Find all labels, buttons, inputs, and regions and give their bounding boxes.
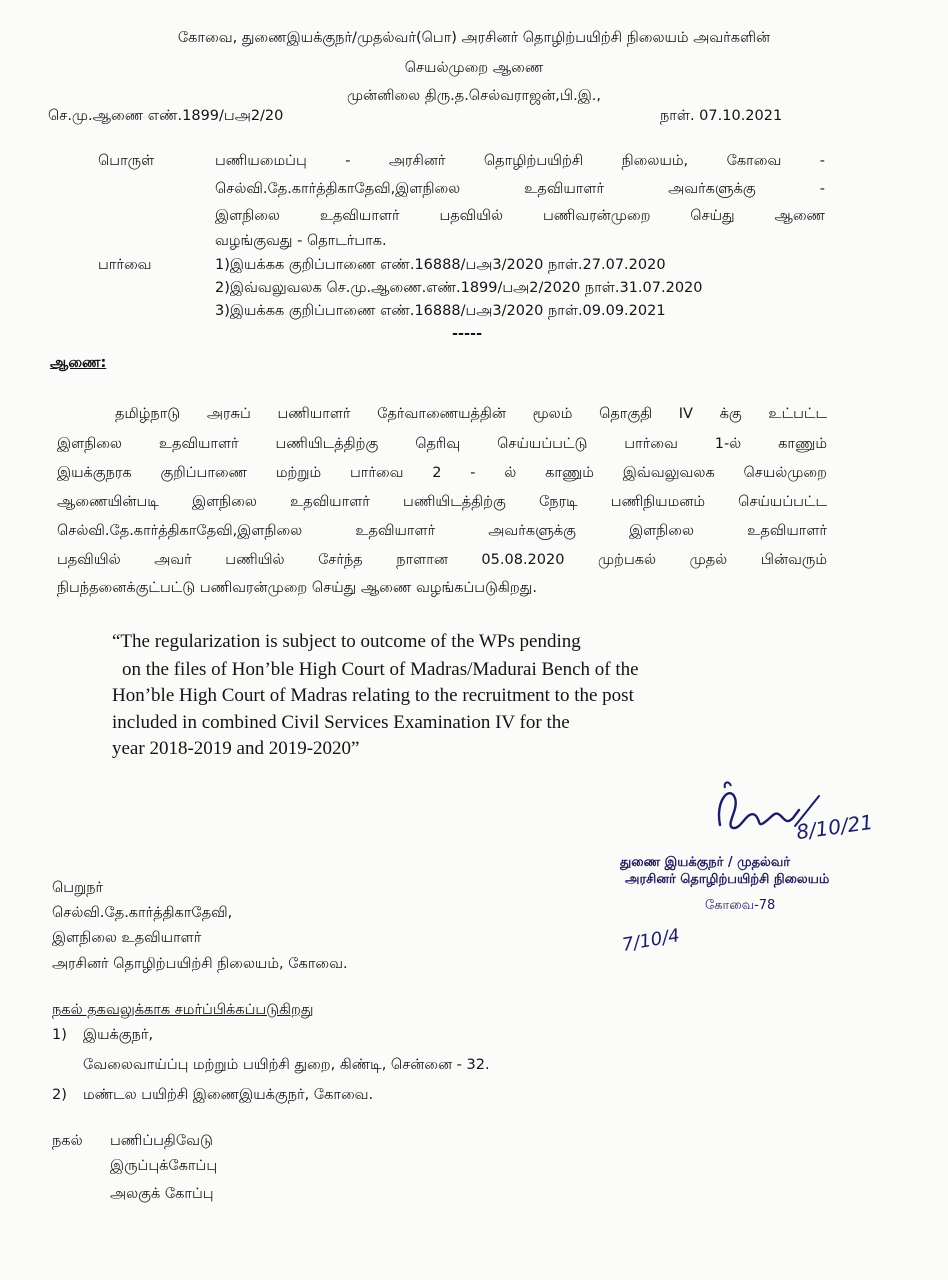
recipient-line: செல்வி.தே.கார்த்திகாதேவி,: [52, 905, 233, 921]
initials-date: 7/10/4: [620, 925, 682, 956]
reference-label: பார்வை: [98, 257, 152, 273]
order-line: செல்வி.தே.கார்த்திகாதேவி,இளநிலை உதவியாளர் அவர்களுக்கு இளநிலை உதவியாளர்: [57, 523, 827, 539]
order-line: இயக்குநரக குறிப்பாணை மற்றும் பார்வை 2 - ல் காணும் இவ்வலுவலக செயல்முறை: [57, 465, 827, 481]
order-date: நாள். 07.10.2021: [660, 108, 783, 124]
header-line-2: செயல்முறை ஆணை: [404, 60, 544, 76]
copy-label: நகல்: [52, 1133, 83, 1149]
order-number: செ.மு.ஆணை எண்.1899/பஅ2/20: [48, 108, 284, 124]
quote-line: year 2018-2019 and 2019-2020”: [112, 738, 360, 759]
stamp-line-3: கோவை-78: [705, 898, 776, 913]
order-line: இளநிலை உதவியாளர் பணியிடத்திற்கு தெரிவு செய்யப்பட்டு பார்வை 1-ல் காணும்: [57, 436, 827, 452]
copy-item-num: 2): [52, 1087, 67, 1103]
stamp-line-2: அரசினர் தொழிற்பயிற்சி நிலையம்: [625, 872, 830, 887]
order-line: நிபந்தனைக்குட்பட்டு பணிவரன்முறை செய்து ஆணை வழங்கப்படுகிறது.: [57, 580, 537, 596]
quote-line: “The regularization is subject to outcome of the WPs pending: [112, 631, 581, 652]
copy-item-line: மண்டல பயிற்சி இணைஇயக்குநர், கோவை.: [83, 1087, 374, 1103]
quote-line: included in combined Civil Services Examination IV for the: [112, 712, 570, 733]
signature-date: 8/10/21: [794, 809, 875, 845]
subject-label: பொருள்: [98, 153, 155, 169]
quote-line: Hon’ble High Court of Madras relating to the recruitment to the post: [112, 685, 634, 706]
order-line: தமிழ்நாடு அரசுப் பணியாளர் தேர்வாணையத்தின் மூலம் தொகுதி IV க்கு உட்பட்ட: [115, 406, 827, 422]
copy-file: பணிப்பதிவேடு: [110, 1133, 213, 1149]
recipient-label: பெறுநர்: [52, 880, 104, 896]
separator: -----: [452, 326, 483, 342]
subject-line: இளநிலை உதவியாளர் பதவியில் பணிவரன்முறை செய்து ஆணை: [215, 208, 825, 224]
subject-line: வழங்குவது - தொடர்பாக.: [215, 233, 387, 249]
copy-item-num: 1): [52, 1027, 67, 1043]
reference-item: 3)இயக்கக குறிப்பாணை எண்.16888/பஅ3/2020 நாள்.09.09.2021: [215, 303, 666, 319]
reference-item: 1)இயக்கக குறிப்பாணை எண்.16888/பஅ3/2020 நாள்.27.07.2020: [215, 257, 666, 273]
subject-line: செல்வி.தே.கார்த்திகாதேவி,இளநிலை உதவியாளர் அவர்களுக்கு -: [215, 181, 825, 197]
quote-line: on the files of Hon’ble High Court of Madras/Madurai Bench of the: [122, 659, 639, 680]
order-line: பதவியில் அவர் பணியில் சேர்ந்த நாளான 05.08.2020 முற்பகல் முதல் பின்வரும்: [57, 552, 827, 568]
stamp-line-1: துணை இயக்குநர் / முதல்வர்: [620, 855, 791, 870]
recipient-line: அரசினர் தொழிற்பயிற்சி நிலையம், கோவை.: [52, 956, 348, 972]
reference-item: 2)இவ்வலுவலக செ.மு.ஆணை.எண்.1899/பஅ2/2020 நாள்.31.07.2020: [215, 280, 703, 296]
recipient-line: இளநிலை உதவியாளர்: [52, 930, 202, 946]
copy-item-line: வேலைவாய்ப்பு மற்றும் பயிற்சி துறை, கிண்டி, சென்னை - 32.: [83, 1057, 490, 1073]
copy-file: அலகுக் கோப்பு: [110, 1186, 214, 1202]
copy-file: இருப்புக்கோப்பு: [110, 1158, 218, 1174]
header-line-1: கோவை, துணைஇயக்குநர்/முதல்வர்(பொ) அரசினர் தொழிற்பயிற்சி நிலையம் அவர்களின்: [177, 30, 771, 46]
header-line-3: முன்னிலை திரு.த.செல்வராஜன்,பி.இ.,: [346, 88, 602, 104]
order-heading: ஆணை:: [50, 355, 107, 371]
subject-line: பணியமைப்பு - அரசினர் தொழிற்பயிற்சி நிலையம், கோவை -: [215, 153, 825, 169]
copy-item-line: இயக்குநர்,: [83, 1027, 154, 1043]
order-line: ஆணையின்படி இளநிலை உதவியாளர் பணியிடத்திற்கு நேரடி பணிநியமனம் செய்யப்பட்ட: [57, 494, 827, 510]
copy-heading: நகல் தகவலுக்காக சமர்ப்பிக்கப்படுகிறது: [52, 1002, 314, 1018]
